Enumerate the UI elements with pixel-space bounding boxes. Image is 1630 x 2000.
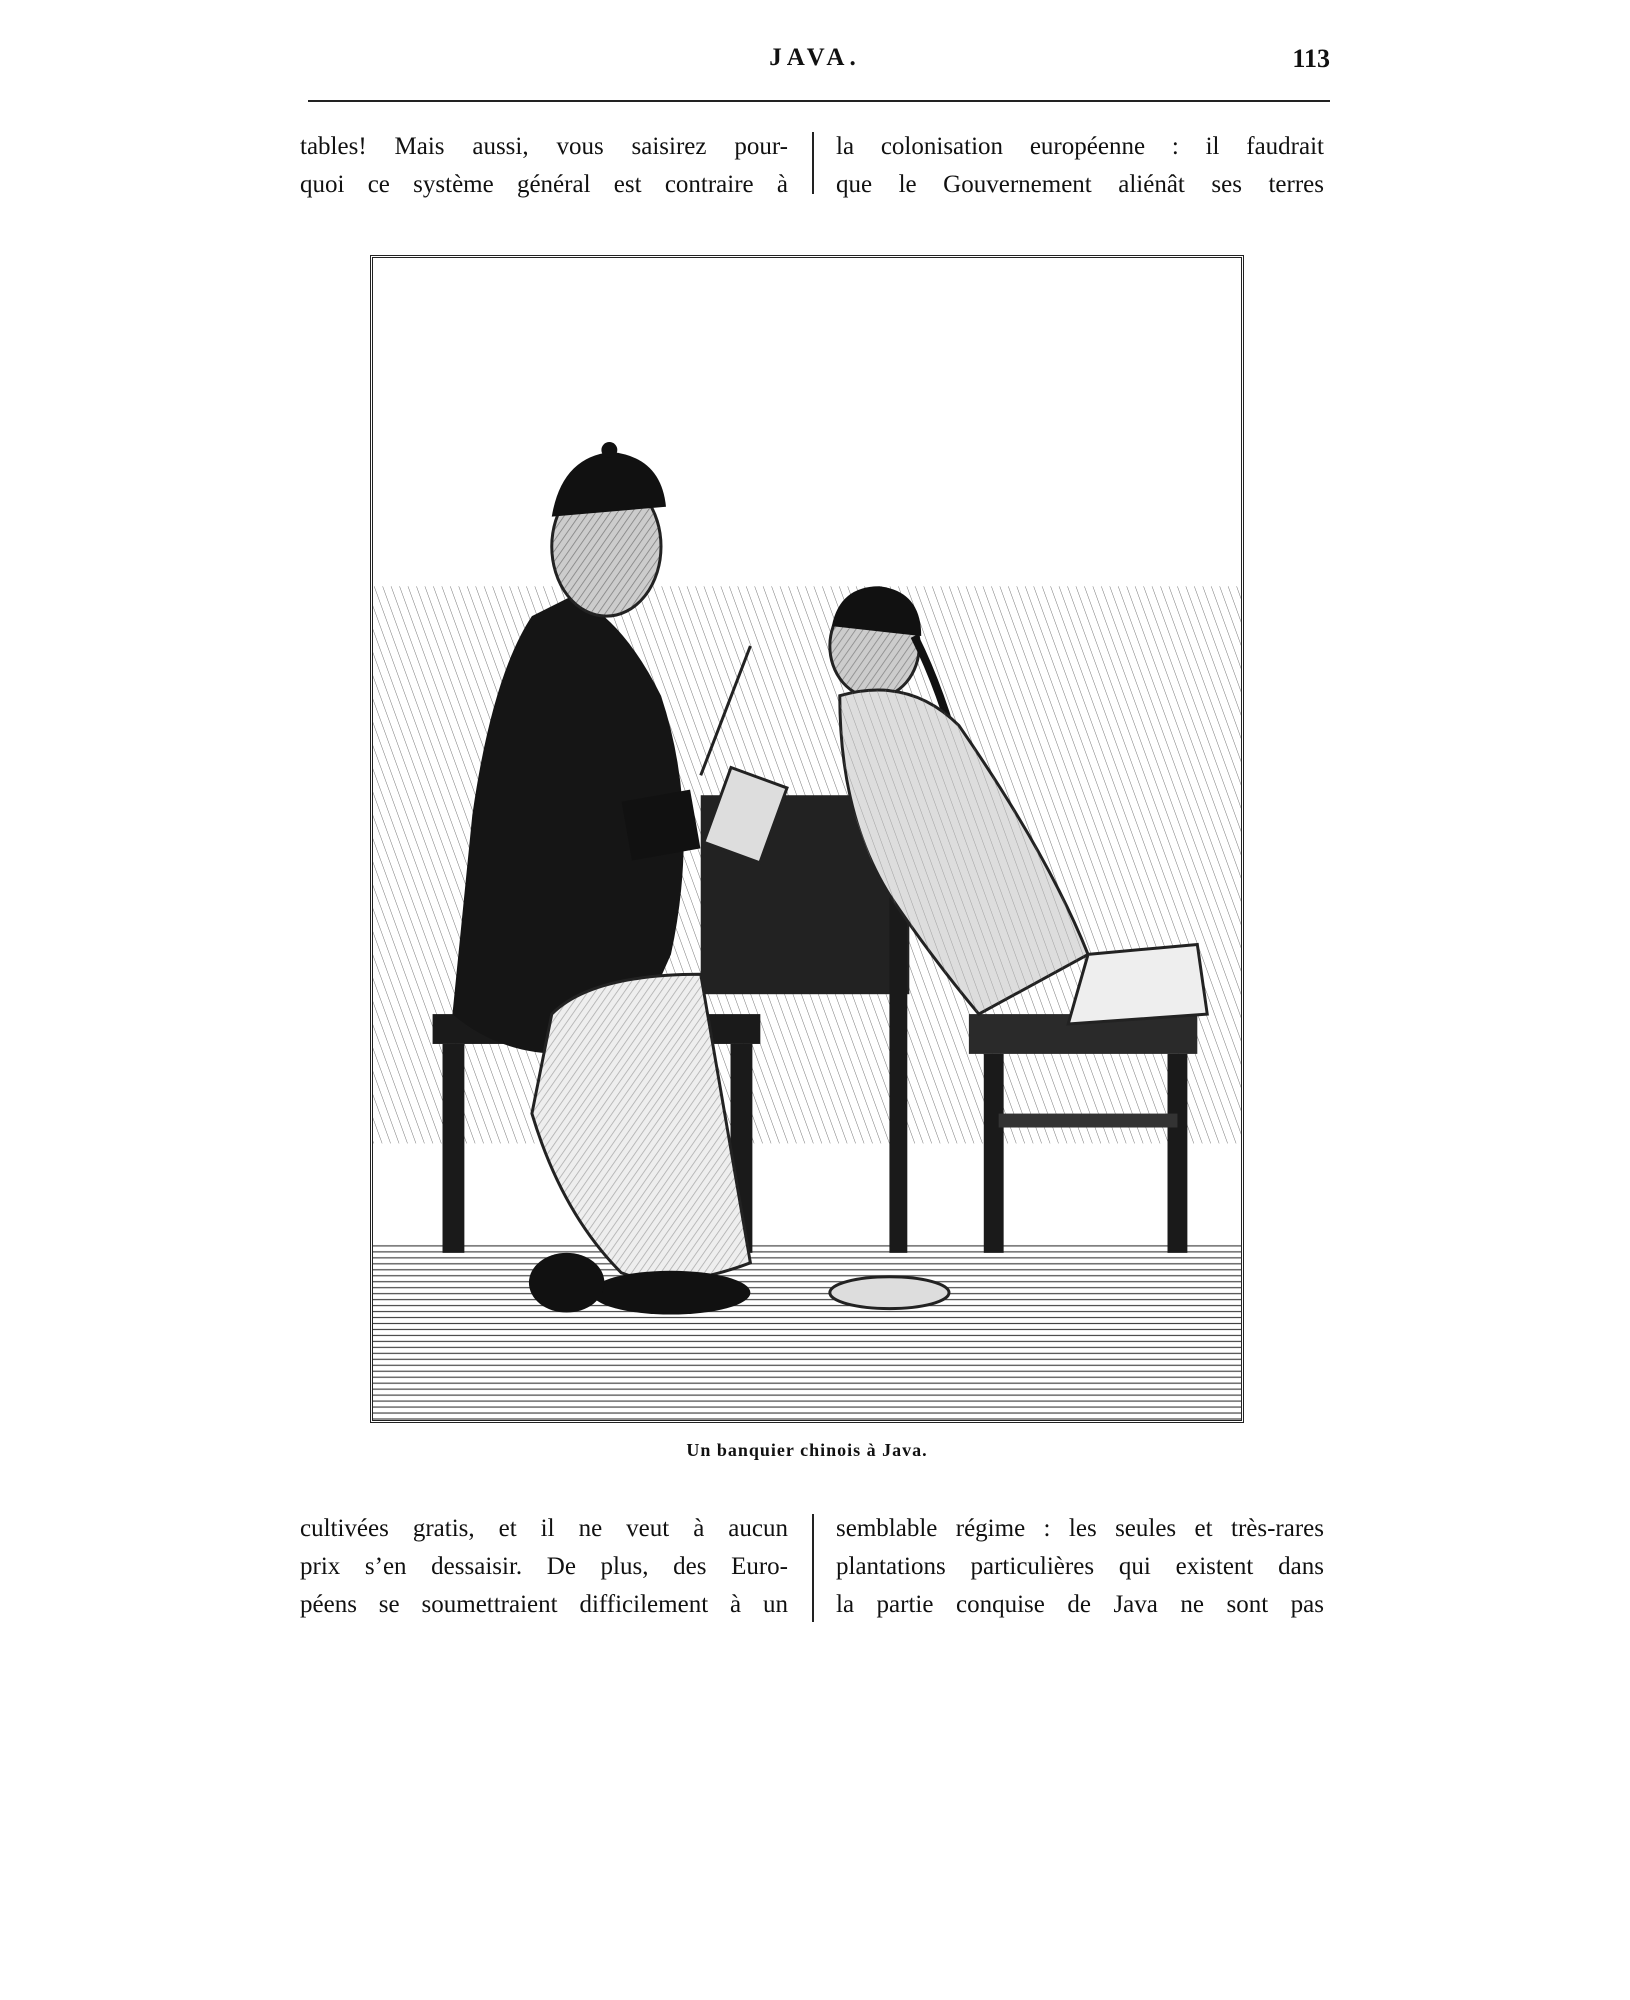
engraving-illustration	[370, 255, 1244, 1423]
text-line: la partie conquise de Java ne sont pas	[836, 1591, 1324, 1618]
figure-caption: Un banquier chinois à Java.	[686, 1440, 928, 1460]
text-line: cultivées gratis, et il ne veut à aucun	[300, 1515, 788, 1542]
text-line: semblable régime : les seules et très-rares	[836, 1515, 1324, 1542]
header-rule	[308, 100, 1330, 102]
text-line: plantations particulières qui existent dans	[836, 1553, 1324, 1580]
column-divider	[812, 132, 814, 194]
page-header	[300, 44, 1330, 84]
text-line: que le Gouvernement aliénât ses terres	[836, 171, 1324, 198]
bottom-right-column	[836, 1510, 1324, 1624]
top-right-column	[836, 128, 1324, 204]
running-title: JAVA.	[769, 44, 861, 71]
text-line: quoi ce système général est contraire à	[300, 171, 788, 198]
bottom-left-column	[300, 1510, 788, 1624]
text-line: prix s’en dessaisir. De plus, des Euro-	[300, 1553, 788, 1580]
column-divider	[812, 1514, 814, 1622]
text-line: la colonisation européenne : il faudrait	[836, 133, 1324, 160]
top-left-column	[300, 128, 788, 204]
engraving-image	[373, 258, 1241, 1420]
page-number: 113	[1292, 44, 1330, 73]
text-line: péens se soumettraient difficilement à un	[300, 1591, 788, 1618]
text-line: tables! Mais aussi, vous saisirez pour-	[300, 133, 788, 160]
